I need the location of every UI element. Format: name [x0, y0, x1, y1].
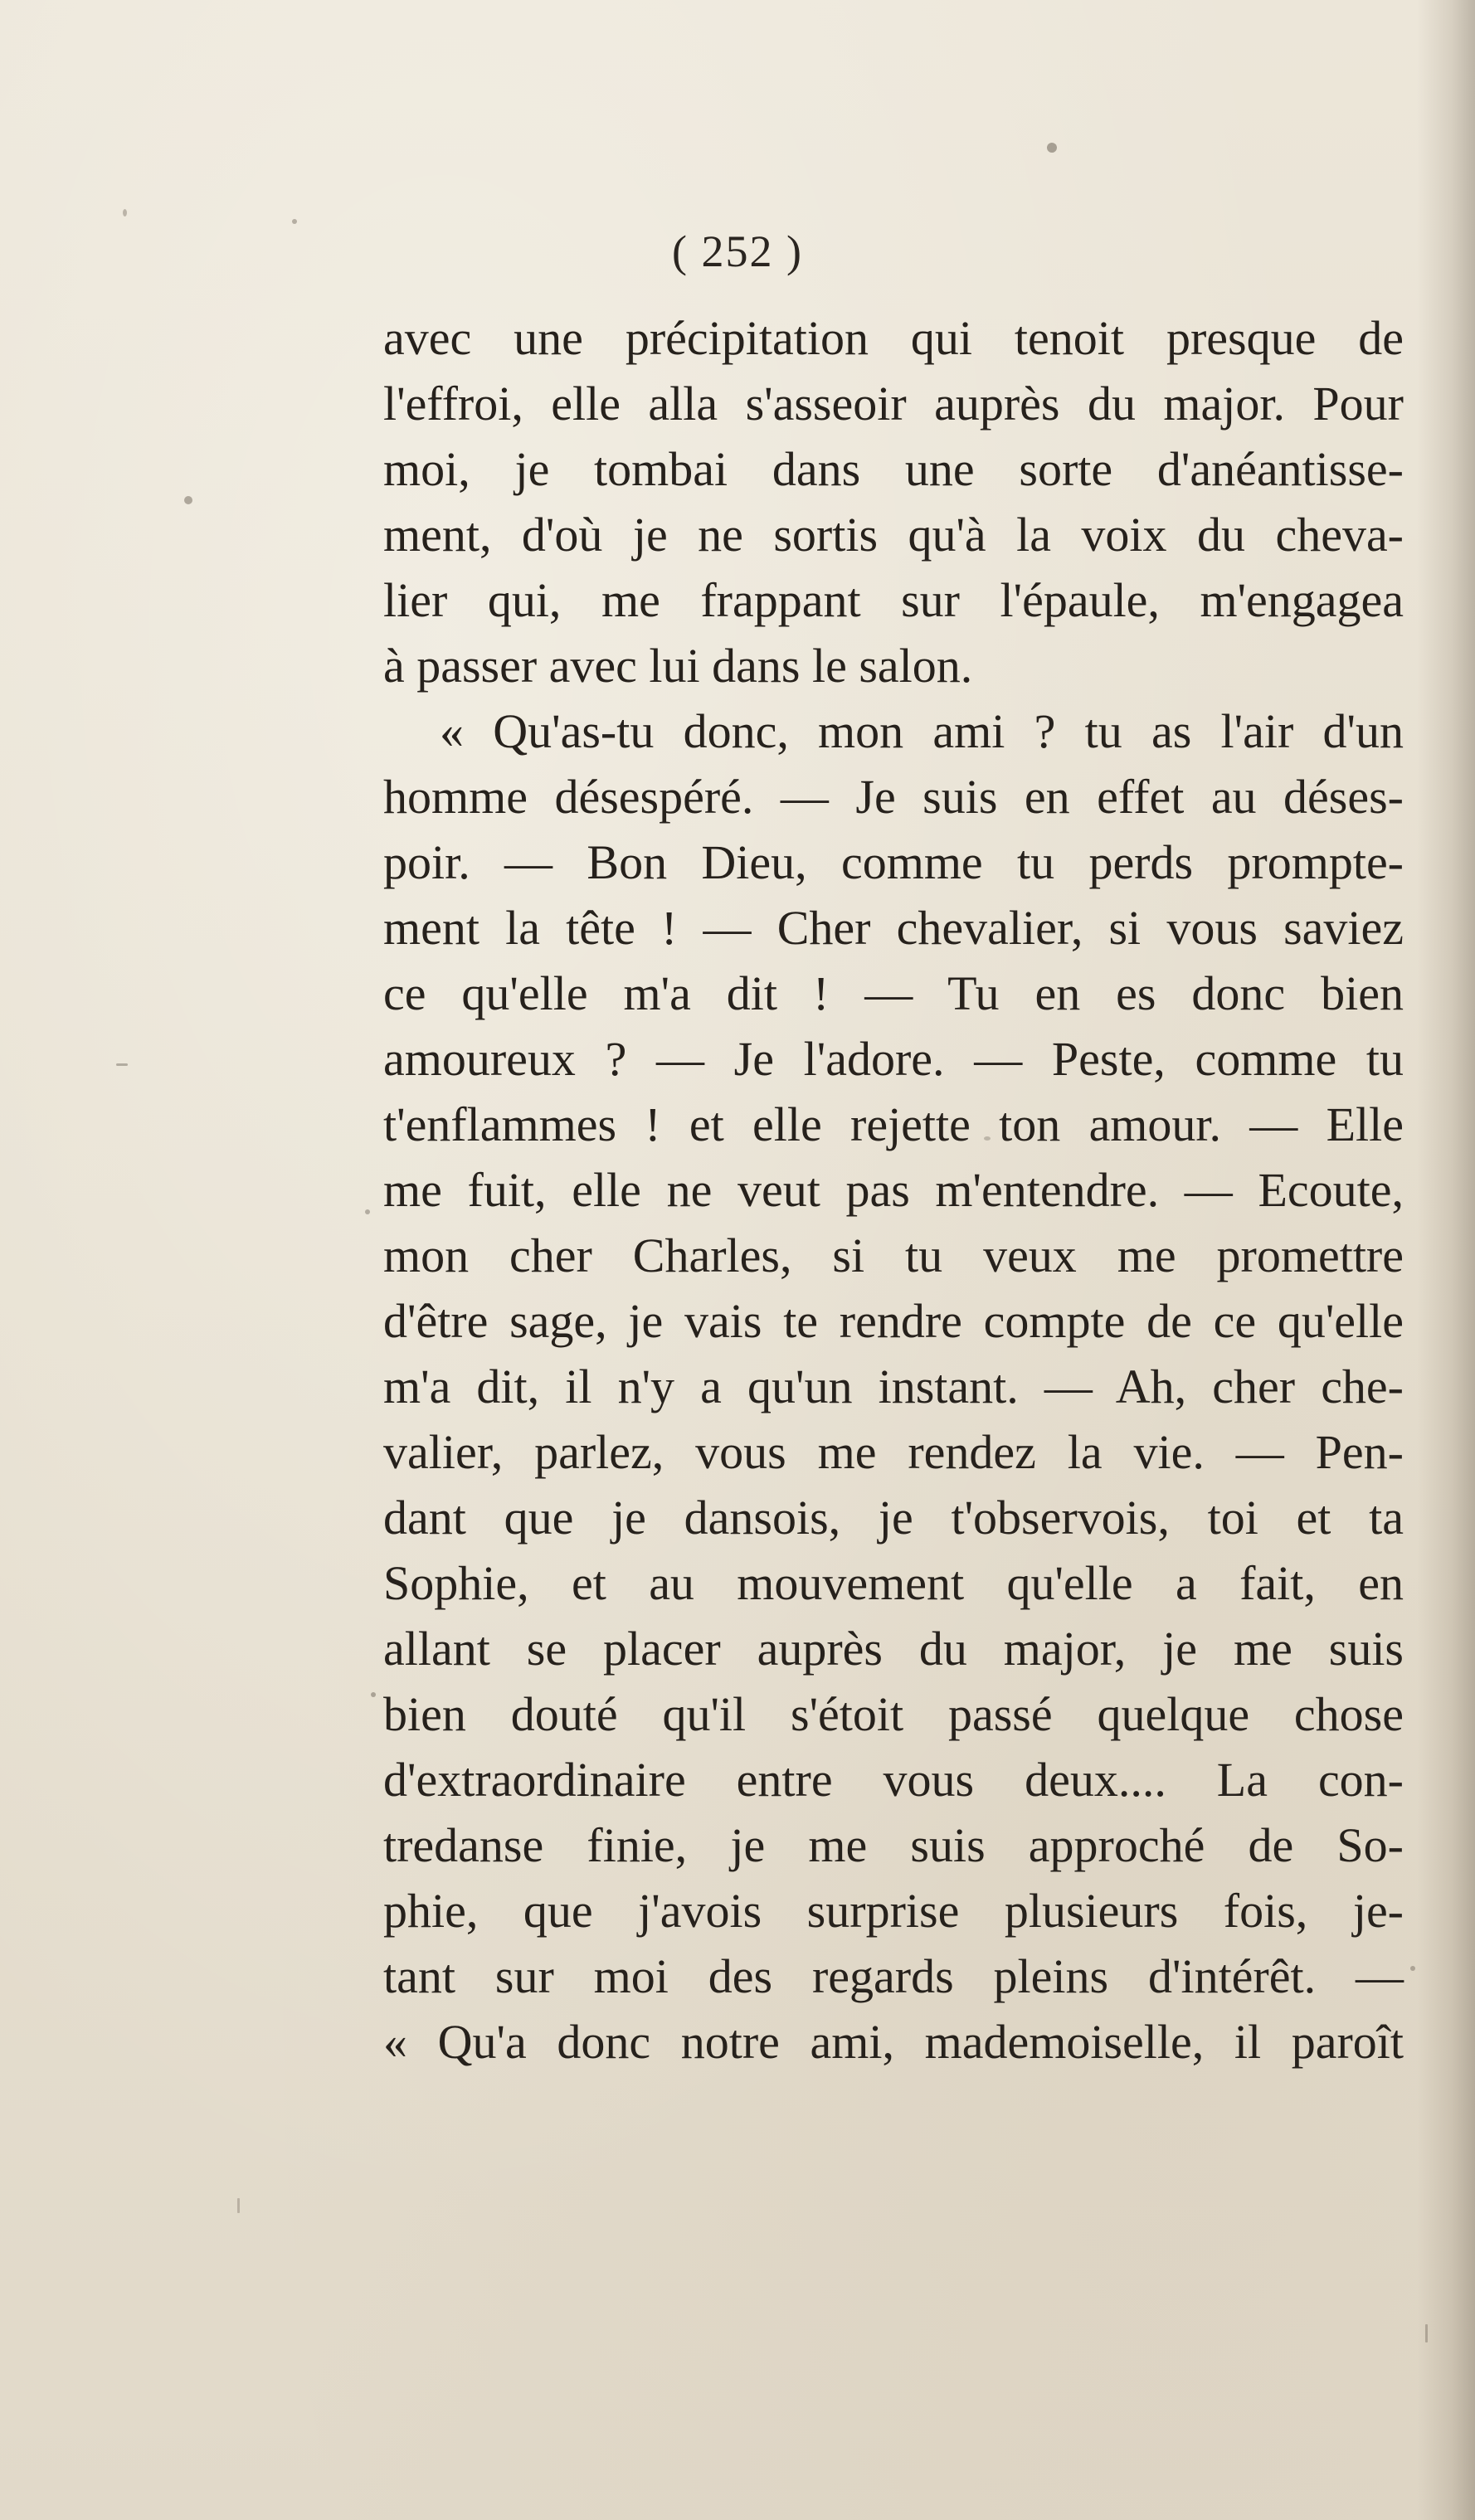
text-line: moi, je tombai dans une sorte d'anéantisse- [383, 442, 1404, 496]
text-line: ment la tête ! — Cher chevalier, si vous saviez [383, 901, 1404, 955]
text-line: phie, que j'avois surprise plusieurs fois, je- [383, 1884, 1404, 1938]
paper-speck [116, 1063, 128, 1066]
page-number: ( 252 ) [672, 226, 803, 276]
text-line: amoureux ? — Je l'adore. — Peste, comme tu [383, 1032, 1404, 1086]
text-line: ce qu'elle m'a dit ! — Tu en es donc bien [383, 966, 1404, 1020]
text-line: Sophie, et au mouvement qu'elle a fait, en [383, 1556, 1404, 1610]
text-line: valier, parlez, vous me rendez la vie. — Pen- [383, 1425, 1404, 1479]
paper-speck [365, 1209, 370, 1214]
paper-speck [371, 1692, 376, 1697]
text-line: me fuit, elle ne veut pas m'entendre. — Ecoute, [383, 1163, 1404, 1217]
text-line: poir. — Bon Dieu, comme tu perds prompte- [383, 835, 1404, 889]
paper-speck [1410, 1966, 1415, 1971]
body-text [383, 305, 1404, 2075]
text-line: avec une précipitation qui tenoit presque de [383, 311, 1404, 365]
text-line: tant sur moi des regards pleins d'intérêt. — [383, 1949, 1404, 2003]
text-line: homme désespéré. — Je suis en effet au déses- [383, 770, 1404, 824]
paper-speck [184, 496, 192, 504]
paper-speck [1047, 143, 1057, 153]
text-line: allant se placer auprès du major, je me suis [383, 1622, 1404, 1676]
text-line: d'être sage, je vais te rendre compte de ce qu'elle [383, 1294, 1404, 1348]
text-line: t'enflammes ! et elle rejette ton amour. — Elle [383, 1097, 1404, 1151]
text-line: l'effroi, elle alla s'asseoir auprès du major. Pour [383, 377, 1404, 431]
text-line: à passer avec lui dans le salon. [383, 639, 973, 693]
text-line: dant que je dansois, je t'observois, toi et ta [383, 1491, 1404, 1545]
paper-speck [292, 219, 297, 224]
text-line: ment, d'où je ne sortis qu'à la voix du cheva- [383, 508, 1404, 562]
text-line: « Qu'a donc notre ami, mademoiselle, il paroît [383, 2015, 1404, 2069]
text-line: d'extraordinaire entre vous deux.... La con- [383, 1753, 1404, 1807]
text-line: m'a dit, il n'y a qu'un instant. — Ah, cher che- [383, 1360, 1404, 1413]
paper-speck [1425, 2324, 1428, 2342]
text-line: mon cher Charles, si tu veux me promettre [383, 1228, 1404, 1282]
text-line: bien douté qu'il s'étoit passé quelque chose [383, 1687, 1404, 1741]
text-line: « Qu'as-tu donc, mon ami ? tu as l'air d'un [440, 704, 1404, 758]
text-line: tredanse finie, je me suis approché de So- [383, 1818, 1404, 1872]
binding-edge-shadow [1417, 0, 1475, 2520]
paper-speck [123, 209, 127, 216]
paper-speck [237, 2198, 240, 2213]
text-line: lier qui, me frappant sur l'épaule, m'engagea [383, 573, 1404, 627]
